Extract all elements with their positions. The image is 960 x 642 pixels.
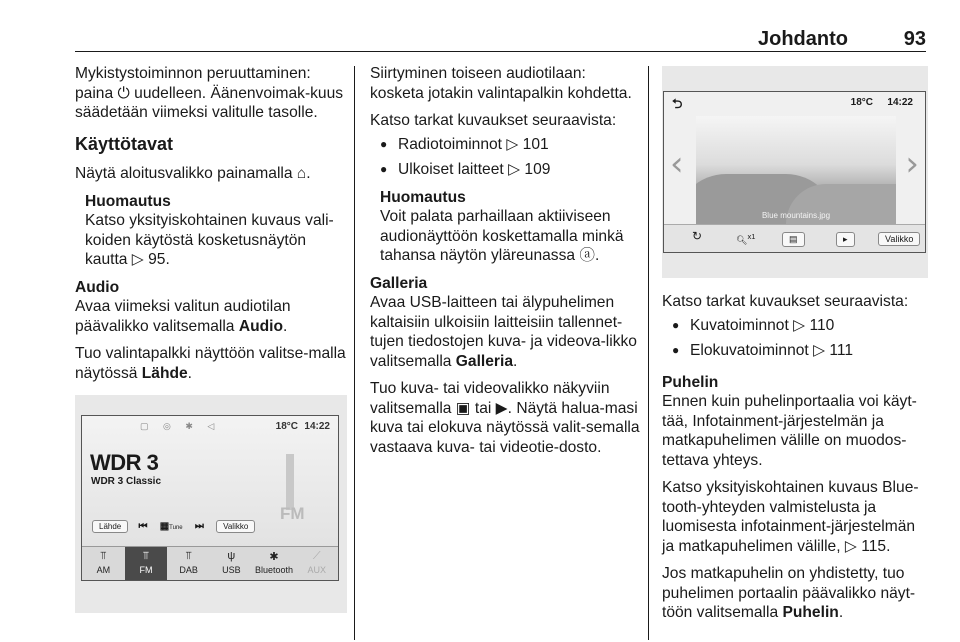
note-block — [85, 192, 347, 270]
source-button[interactable]: Lähde — [92, 520, 128, 533]
clock: 14:22 — [887, 97, 913, 108]
menu-button[interactable]: Valikko — [878, 232, 920, 246]
rotate-icon[interactable]: ↻ — [692, 229, 703, 243]
subheading-gallery: Galleria — [370, 274, 428, 292]
temperature: 18°C — [275, 421, 298, 432]
radio-screenshot — [75, 395, 347, 613]
phone-term: Puhelin — [782, 604, 839, 621]
audio-term: Audio — [238, 317, 283, 335]
chapter-title: Johdanto — [758, 28, 848, 50]
reference-list — [662, 316, 928, 361]
antenna-icon: ⫪ — [100, 550, 107, 562]
seek-forward-icon[interactable]: ⏭ — [194, 521, 204, 532]
source-am-button[interactable]: ⫪ AM — [82, 547, 125, 580]
source-bluetooth-button[interactable]: ✱ Bluetooth — [253, 547, 296, 580]
play-button[interactable]: ▸ — [836, 232, 855, 247]
source-term: Lähde — [141, 364, 188, 382]
column-right — [662, 292, 928, 631]
clock: 14:22 — [304, 421, 330, 432]
page-number: 93 — [903, 28, 926, 50]
antenna-icon: ⫪ — [142, 550, 150, 562]
phone-portal-paragraph: Jos matkapuhelin on yhdistetty, tuo puhelimen portaalin päävalikko näyt-töön valitsemalla Puhelin. — [662, 565, 916, 621]
image-caption: Blue mountains.jpg — [761, 211, 831, 220]
back-icon[interactable]: ⮌ — [672, 96, 683, 111]
previous-arrow-icon[interactable]: ‹ — [670, 144, 684, 184]
note-text: Voit palata parhaillaan aktiiviseen audionäyttöön koskettamalla minkä tahansa näytön yläreunassa ⓐ. — [380, 208, 624, 264]
source-dab-button[interactable]: ⫪ DAB — [167, 547, 210, 580]
status-bar — [82, 416, 338, 438]
aux-icon: ⟋ — [312, 550, 321, 562]
radio-tower-icon — [286, 454, 294, 510]
station-name: WDR 3 — [90, 450, 159, 475]
seek-back-icon[interactable]: ⏮ — [138, 521, 148, 532]
reference-list — [370, 135, 640, 180]
gallery-term: Galleria — [455, 352, 514, 370]
usb-icon: ψ — [227, 550, 236, 562]
zoom-icon[interactable]: 🔍︎$^{x1}$ — [736, 232, 756, 245]
column-middle — [370, 64, 640, 465]
note-text: Katso yksityiskohtainen kuvaus vali-koiden käytöstä kosketusnäytön kautta ▷ 95. — [85, 212, 334, 268]
list-item: ● Kuvatoiminnot ▷ 110 — [662, 316, 928, 336]
source-selection-bar — [82, 546, 338, 580]
source-fm-button[interactable]: ⫪ FM — [125, 547, 168, 580]
menu-button[interactable]: Valikko — [216, 520, 255, 533]
next-arrow-icon[interactable]: › — [905, 144, 919, 184]
image-video-paragraph: Tuo kuva- tai videovalikko näkyviin valitsemalla ▣ tai ▶. Näytä halua-masi kuva tai elokuva näytössä valit-semalla vastaava kuva- tai videotie-dosto. — [370, 380, 640, 456]
mute-paragraph: Mykistystoiminnon peruuttaminen: paina ⏻ uudelleen. Äänenvoimak-kuus säädetään viimeksi valitulle tasolle. — [75, 65, 344, 121]
gallery-display — [663, 91, 926, 253]
audio-paragraph: Avaa viimeksi valitun audiotilan päävalikko valitsemalla Audio. — [75, 298, 291, 335]
column-left — [75, 64, 347, 391]
column-divider — [354, 66, 355, 640]
note-title: Huomautus — [380, 188, 466, 206]
status-bar — [664, 92, 925, 114]
gallery-screenshot — [662, 66, 928, 278]
see-details-paragraph: Katso tarkat kuvaukset seuraavista: — [370, 112, 617, 129]
antenna-icon: ⫪ — [185, 550, 192, 562]
bluetooth-paragraph: Katso yksityiskohtainen kuvaus Blue-tooth-yhteyden valmistelusta ja luomisesta infotainment-järjestelmän ja matkapuhelimen välille, ▷ 115. — [662, 479, 919, 555]
subheading-phone: Puhelin — [662, 373, 719, 391]
bluetooth-icon: ✱ — [269, 551, 279, 563]
note-title: Huomautus — [85, 192, 171, 210]
gallery-image — [696, 116, 896, 224]
station-subtitle: WDR 3 Classic — [91, 476, 162, 487]
source-aux-button[interactable]: ⟋ AUX — [295, 547, 338, 580]
note-block — [380, 188, 640, 266]
subheading-audio: Audio — [75, 278, 120, 296]
status-icons: ▢ ◎ ✱ ◁ — [140, 421, 221, 431]
list-item: ● Elokuvatoiminnot ▷ 111 — [662, 341, 928, 361]
list-item: ● Radiotoiminnot ▷ 101 — [370, 135, 640, 155]
home-paragraph: Näytä aloitusvalikko painamalla ⌂. — [75, 165, 311, 182]
gallery-paragraph: Avaa USB-laitteen tai älypuhelimen kaltaisiin ulkoisiin laitteisiin tallennet-tujen tiedostojen kuva- ja videova-likko valitsemalla Galleria. — [370, 294, 637, 370]
fm-watermark: FM — [280, 504, 305, 523]
page-header — [75, 22, 926, 52]
phone-paragraph: Ennen kuin puhelinportaalia voi käyt-tää, Infotainment-järjestelmän ja matkapuhelimen välille on muodos-tettava yhteys. — [662, 393, 917, 469]
list-view-button[interactable]: ▤ — [782, 232, 805, 247]
switch-paragraph: Siirtyminen toiseen audiotilaan: kosketa jotakin valintapalkin kohdetta. — [370, 65, 632, 102]
see-details-paragraph: Katso tarkat kuvaukset seuraavista: — [662, 293, 909, 310]
column-divider — [648, 66, 649, 640]
source-paragraph: Tuo valintapalkki näyttöön valitse-malla näytössä Lähde. — [75, 345, 346, 382]
list-item: ● Ulkoiset laitteet ▷ 109 — [370, 160, 640, 180]
gallery-controls — [664, 224, 925, 252]
section-heading-usage: Käyttötavat — [75, 133, 174, 154]
tune-icon[interactable]: ▦Tune — [159, 521, 183, 532]
source-usb-button[interactable]: ψ USB — [210, 547, 253, 580]
radio-display — [81, 415, 339, 581]
temperature: 18°C — [850, 97, 873, 108]
radio-controls — [92, 520, 263, 534]
